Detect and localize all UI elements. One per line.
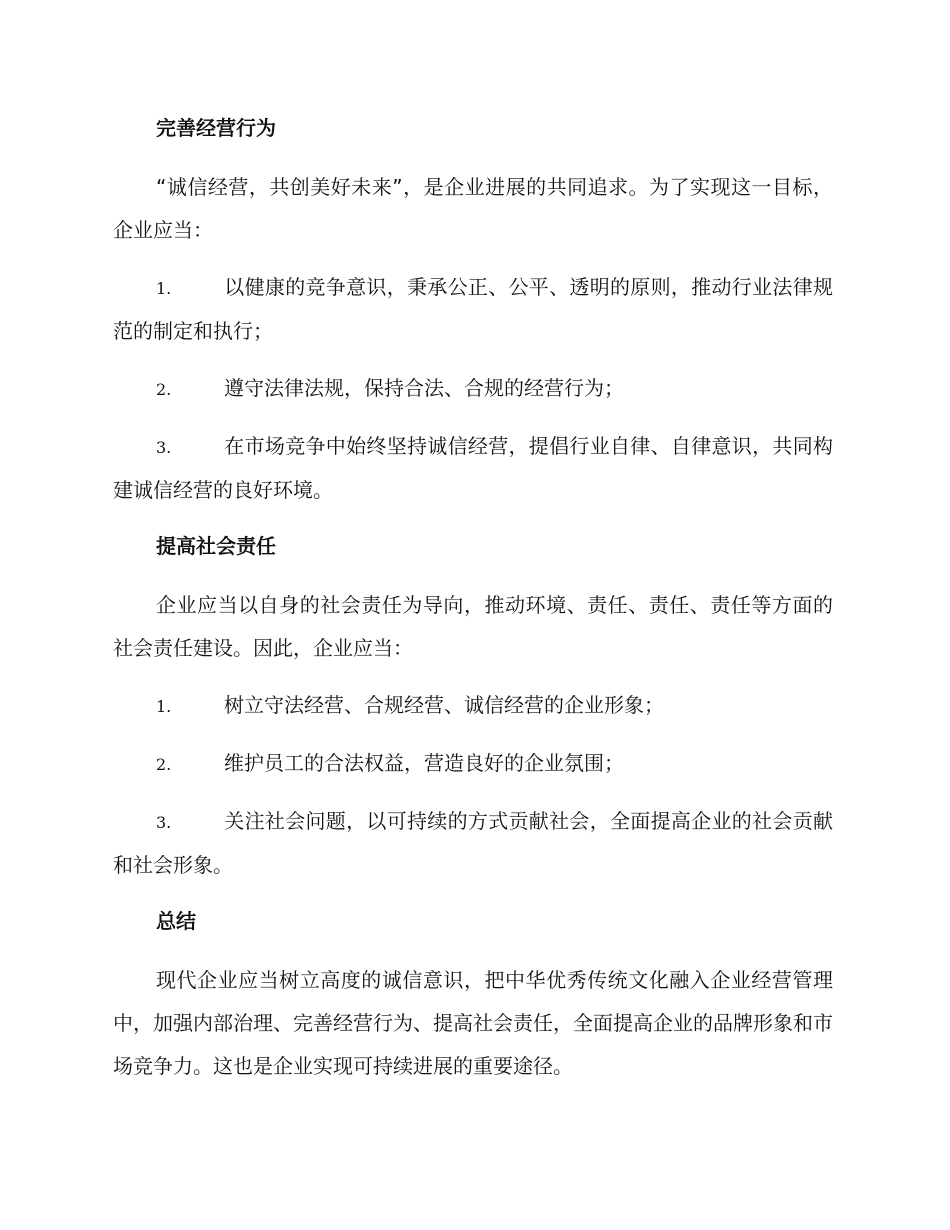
list-item-number: 3. bbox=[156, 438, 172, 457]
list-item bbox=[113, 367, 833, 411]
list-item bbox=[113, 425, 833, 512]
list-item-text: 维护员工的合法权益，营造良好的企业氛围； bbox=[224, 751, 624, 775]
list-item-text: 在市场竞争中始终坚持诚信经营，提倡行业自律、自律意识，共同构建诚信经营的良好环境。 bbox=[113, 434, 833, 502]
list-item-number: 1. bbox=[156, 697, 172, 716]
section-heading: 总结 bbox=[156, 909, 196, 933]
list-item-text: 以健康的竞争意识，秉承公正、公平、透明的原则，推动行业法律规范的制定和执行； bbox=[113, 275, 833, 343]
list-item bbox=[113, 266, 833, 353]
section-intro: 企业应当以自身的社会责任为导向，推动环境、责任、责任、责任等方面的社会责任建设。因此，企业应当： bbox=[113, 593, 833, 660]
list-item-number: 2. bbox=[156, 755, 172, 774]
list-item-number: 1. bbox=[156, 279, 172, 298]
list-item-number: 2. bbox=[156, 380, 172, 399]
list-item-text: 遵守法律法规，保持合法、合规的经营行为； bbox=[224, 376, 624, 400]
list-item bbox=[113, 742, 833, 786]
section-intro: 现代企业应当树立高度的诚信意识，把中华优秀传统文化融入企业经营管理中，加强内部治理、完善经营行为、提高社会责任，全面提高企业的品牌形象和市场竞争力。这也是企业实现可持续进展的重要途径。 bbox=[113, 968, 833, 1078]
document-body bbox=[113, 108, 833, 1102]
list-item bbox=[113, 800, 833, 887]
list-item-number: 3. bbox=[156, 813, 172, 832]
section-intro: “诚信经营，共创美好未来”，是企业进展的共同追求。为了实现这一目标，企业应当： bbox=[113, 175, 833, 242]
section-heading: 完善经营行为 bbox=[156, 116, 276, 140]
list-item bbox=[113, 684, 833, 728]
list-item-text: 关注社会问题，以可持续的方式贡献社会，全面提高企业的社会贡献和社会形象。 bbox=[113, 809, 833, 877]
section-heading: 提高社会责任 bbox=[156, 534, 276, 558]
list-item-text: 树立守法经营、合规经营、诚信经营的企业形象； bbox=[224, 693, 664, 717]
